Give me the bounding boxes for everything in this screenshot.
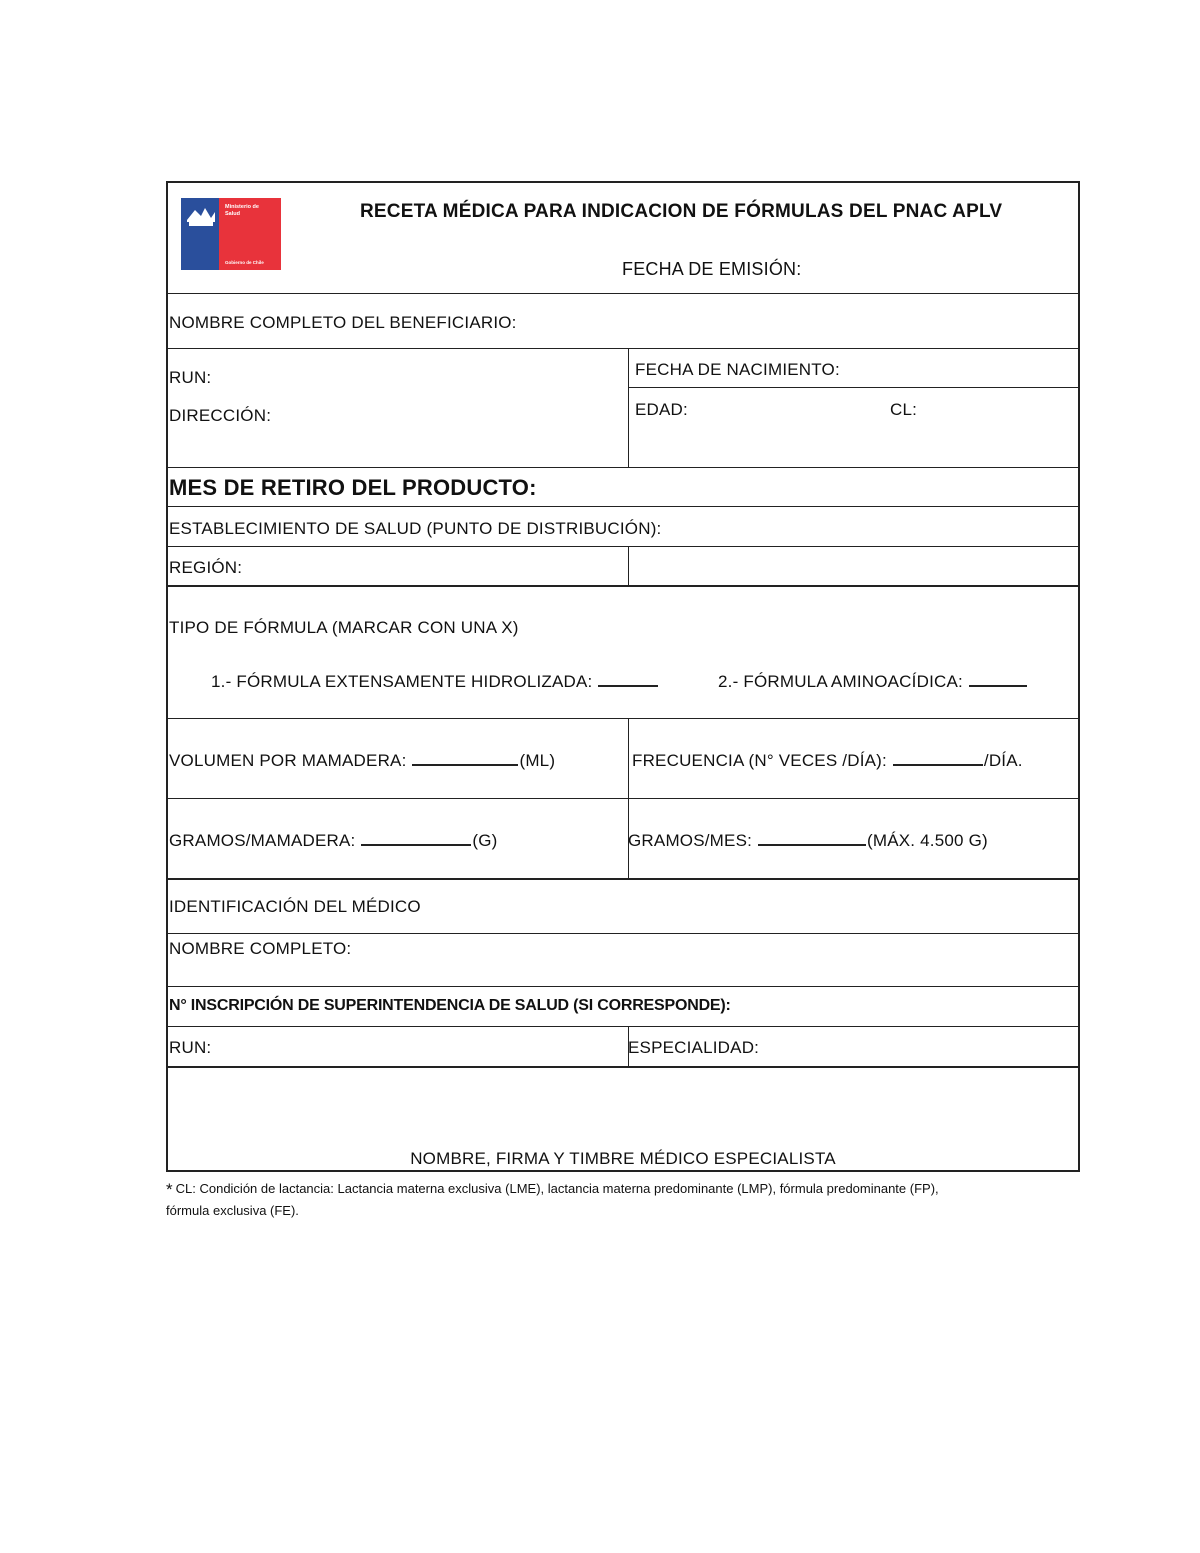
divider bbox=[168, 1066, 1078, 1068]
logo-footer-text: Gobierno de Chile bbox=[225, 260, 264, 265]
divider bbox=[168, 798, 1078, 799]
especialidad-label: ESPECIALIDAD: bbox=[628, 1038, 760, 1057]
footnote-line2: fórmula exclusiva (FE). bbox=[166, 1203, 299, 1218]
logo-text-line1: Ministerio de bbox=[225, 204, 259, 210]
firma-label: NOMBRE, FIRMA Y TIMBRE MÉDICO ESPECIALISTA bbox=[410, 1149, 836, 1168]
divider bbox=[168, 986, 1078, 987]
tipo-formula-label: TIPO DE FÓRMULA (MARCAR CON UNA X) bbox=[169, 618, 519, 637]
gramos-mamadera-blank[interactable] bbox=[361, 830, 471, 846]
frecuencia-blank[interactable] bbox=[893, 750, 983, 766]
region-label: REGIÓN: bbox=[169, 558, 243, 577]
fecha-emision-label: FECHA DE EMISIÓN: bbox=[622, 259, 802, 279]
identificacion-medico-label: IDENTIFICACIÓN DEL MÉDICO bbox=[169, 897, 421, 916]
gramos-mes-field bbox=[628, 830, 988, 851]
divider bbox=[168, 467, 1078, 468]
column-divider bbox=[628, 348, 629, 468]
volumen-blank[interactable] bbox=[412, 750, 518, 766]
volumen-label: VOLUMEN POR MAMADERA: bbox=[169, 751, 407, 770]
column-divider bbox=[628, 546, 629, 586]
volumen-unit: (ML) bbox=[519, 751, 556, 770]
mes-retiro-label: MES DE RETIRO DEL PRODUCTO: bbox=[169, 475, 537, 500]
divider bbox=[168, 293, 1078, 294]
run-medico-label: RUN: bbox=[169, 1038, 212, 1057]
frecuencia-label: FRECUENCIA (N° VECES /DÍA): bbox=[632, 751, 887, 770]
gramos-mamadera-unit: (G) bbox=[472, 831, 498, 850]
fecha-nacimiento-label: FECHA DE NACIMIENTO: bbox=[635, 360, 840, 379]
formula-option-1-blank[interactable] bbox=[598, 671, 658, 687]
ministerio-salud-logo bbox=[181, 198, 281, 270]
gramos-mes-unit: (MÁX. 4.500 G) bbox=[867, 831, 988, 850]
footnote-asterisk: * bbox=[166, 1180, 173, 1199]
form-title: RECETA MÉDICA PARA INDICACION DE FÓRMULAS DEL PNAC APLV bbox=[360, 201, 1003, 222]
divider bbox=[168, 878, 1078, 880]
direccion-label: DIRECCIÓN: bbox=[169, 406, 272, 425]
nombre-beneficiario-label: NOMBRE COMPLETO DEL BENEFICIARIO: bbox=[169, 313, 517, 332]
formula-option-1-label: 1.- FÓRMULA EXTENSAMENTE HIDROLIZADA: bbox=[211, 672, 593, 691]
divider bbox=[168, 1026, 1078, 1027]
divider bbox=[168, 546, 1078, 547]
prescription-form bbox=[166, 181, 1080, 1172]
divider bbox=[168, 506, 1078, 507]
gramos-mamadera-label: GRAMOS/MAMADERA: bbox=[169, 831, 356, 850]
volumen-field bbox=[169, 750, 555, 771]
frecuencia-field bbox=[632, 750, 1023, 771]
formula-option-1 bbox=[211, 671, 659, 692]
formula-option-2-blank[interactable] bbox=[969, 671, 1027, 687]
divider bbox=[168, 585, 1078, 587]
logo-text-line2: Salud bbox=[225, 211, 240, 217]
divider bbox=[168, 348, 1078, 349]
run-beneficiario-label: RUN: bbox=[169, 368, 212, 387]
gramos-mes-label: GRAMOS/MES: bbox=[628, 831, 753, 850]
cl-label: CL: bbox=[890, 400, 918, 419]
divider bbox=[628, 387, 1080, 388]
formula-option-2-label: 2.- FÓRMULA AMINOACÍDICA: bbox=[718, 672, 963, 691]
gramos-mes-blank[interactable] bbox=[758, 830, 866, 846]
divider bbox=[168, 933, 1078, 934]
gramos-mamadera-field bbox=[169, 830, 498, 851]
footnote bbox=[166, 1178, 1066, 1221]
nombre-medico-label: NOMBRE COMPLETO: bbox=[169, 939, 352, 958]
divider bbox=[168, 718, 1078, 719]
edad-label: EDAD: bbox=[635, 400, 688, 419]
footnote-line1: CL: Condición de lactancia: Lactancia materna exclusiva (LME), lactancia materna predominante (LMP), fórmula predominante (FP), bbox=[175, 1181, 939, 1196]
frecuencia-unit: /DÍA. bbox=[983, 751, 1023, 770]
inscripcion-label: N° INSCRIPCIÓN DE SUPERINTENDENCIA DE SALUD (SI CORRESPONDE): bbox=[169, 997, 731, 1014]
establecimiento-label: ESTABLECIMIENTO DE SALUD (PUNTO DE DISTRIBUCIÓN): bbox=[169, 519, 662, 538]
formula-option-2 bbox=[718, 671, 1028, 692]
